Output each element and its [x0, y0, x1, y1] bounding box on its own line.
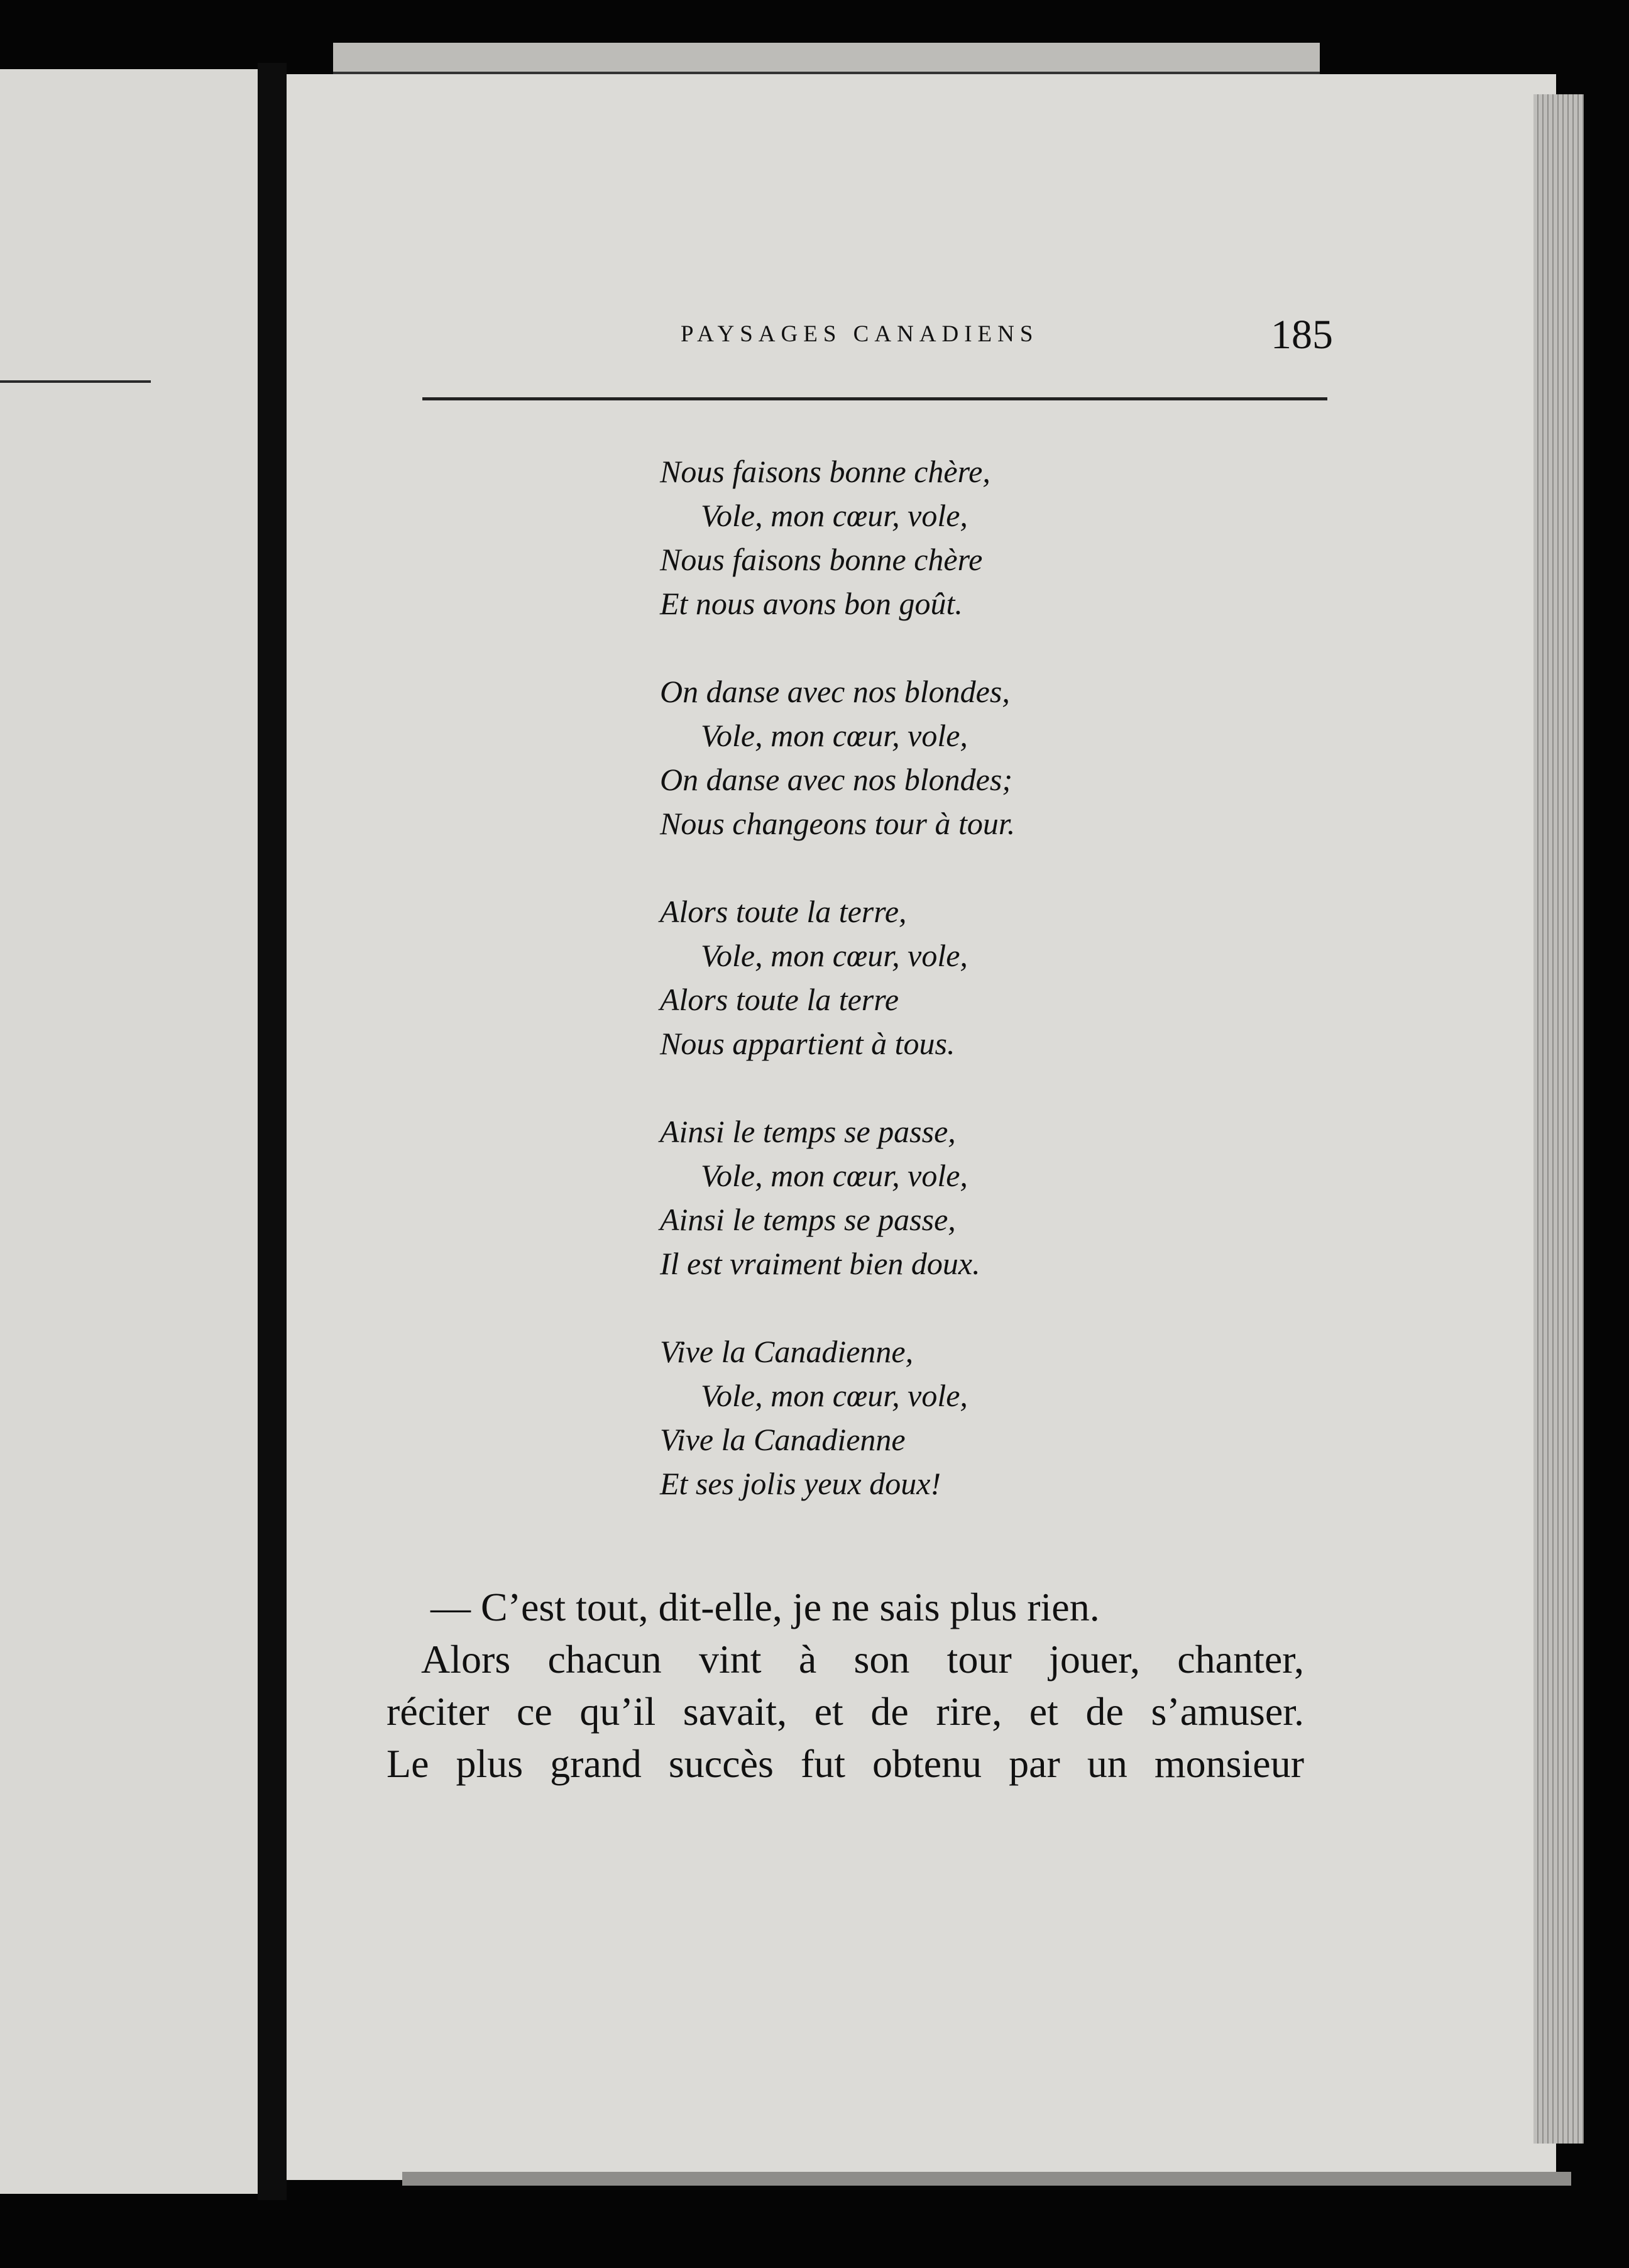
page-bottom-edge: [402, 2172, 1571, 2186]
verse-line: On danse avec nos blondes;: [660, 762, 1012, 797]
book-gutter: [258, 63, 287, 2200]
prose-line: Alors chacun vint à son tour jouer, chanter,: [421, 1637, 1304, 1682]
verse-line: Et nous avons bon goût.: [660, 586, 963, 621]
song-lyrics: [660, 449, 1226, 1550]
verse-line: Nous faisons bonne chère,: [660, 454, 990, 489]
stanza: [660, 889, 1226, 1065]
verse-line: Il est vraiment bien doux.: [660, 1246, 980, 1281]
page-number: 185: [1271, 312, 1333, 358]
stanza: [660, 1329, 1226, 1506]
verse-line: Ainsi le temps se passe,: [660, 1114, 956, 1149]
prose-line: — C’est tout, dit-elle, je ne sais plus rien.: [431, 1585, 1100, 1629]
verse-line: Ainsi le temps se passe,: [660, 1202, 956, 1237]
verse-line: Nous faisons bonne chère: [660, 542, 983, 577]
refrain-line: Vole, mon cœur, vole,: [701, 498, 968, 533]
running-title: PAYSAGES CANADIENS: [681, 321, 1039, 347]
body-text: [387, 1581, 1304, 1790]
refrain-line: Vole, mon cœur, vole,: [701, 1158, 968, 1193]
refrain-line: Vole, mon cœur, vole,: [701, 1378, 968, 1413]
refrain-line: Vole, mon cœur, vole,: [701, 938, 968, 973]
verse-line: Alors toute la terre,: [660, 894, 907, 929]
previous-page-rule: [0, 380, 151, 383]
verse-line: Nous changeons tour à tour.: [660, 806, 1016, 841]
stanza: [660, 1109, 1226, 1285]
page-edges: [1533, 94, 1584, 2144]
prose-line: Le plus grand succès fut obtenu par un monsieur: [387, 1741, 1304, 1786]
stanza: [660, 449, 1226, 625]
binding-strip: [333, 43, 1320, 74]
verse-line: Alors toute la terre: [660, 982, 899, 1017]
prose-line: réciter ce qu’il savait, et de rire, et de s’amuser.: [387, 1689, 1304, 1734]
verse-line: On danse avec nos blondes,: [660, 674, 1010, 709]
verse-line: Vive la Canadienne: [660, 1422, 906, 1457]
header-rule: [422, 397, 1327, 400]
stanza: [660, 669, 1226, 845]
verse-line: Vive la Canadienne,: [660, 1334, 914, 1369]
verse-line: Et ses jolis yeux doux!: [660, 1466, 941, 1501]
previous-page: [0, 69, 261, 2194]
refrain-line: Vole, mon cœur, vole,: [701, 718, 968, 753]
verse-line: Nous appartient à tous.: [660, 1026, 955, 1061]
